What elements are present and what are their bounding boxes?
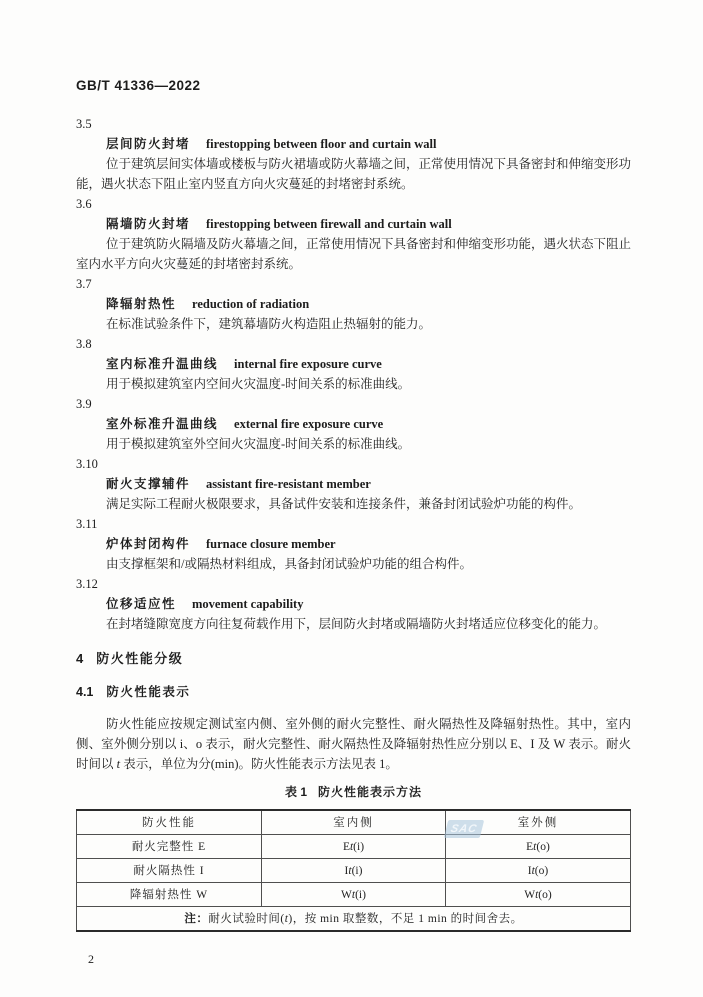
- standard-code-header: GB/T 41336—2022: [76, 78, 201, 93]
- section-4-heading: [76, 649, 631, 669]
- term-section-3-7: [76, 274, 631, 334]
- clause-number: 3.6: [76, 197, 92, 211]
- fire-performance-table: [76, 809, 631, 932]
- term-heading: [76, 594, 631, 614]
- row-label-insulation: 耐火隔热性 I: [77, 859, 262, 883]
- term-definition: 在封堵缝隙宽度方向往复荷载作用下，层间防火封堵或隔墙防火封堵适应位移变化的能力。: [106, 617, 607, 631]
- term-chinese: 层间防火封堵: [106, 137, 191, 151]
- side-suffix: (o): [538, 888, 552, 901]
- col-header-outdoor: 室外侧: [445, 810, 630, 835]
- clause-number: 3.11: [76, 517, 98, 531]
- term-section-3-12: [76, 574, 631, 634]
- section-title: 防火性能分级: [96, 651, 184, 666]
- time-symbol: t: [349, 840, 354, 853]
- time-symbol: t: [351, 888, 356, 901]
- symbol: W: [524, 888, 536, 901]
- time-symbol: t: [348, 864, 352, 877]
- symbol: W: [341, 888, 352, 901]
- symbol: I: [527, 864, 532, 877]
- term-heading: [76, 534, 631, 554]
- term-definition: 由支撑框架和/或隔热材料组成，具备封闭试验炉功能的组合构件。: [106, 557, 472, 571]
- term-definition: 满足实际工程耐火极限要求，具备试件安装和连接条件，兼备封闭试验炉功能的构件。: [106, 497, 582, 511]
- clause-number: 3.8: [76, 337, 92, 351]
- table-row: [77, 835, 631, 859]
- cell-insulation-indoor: [262, 859, 446, 883]
- cell-radiation-outdoor: [445, 883, 630, 907]
- clause-number: 3.12: [76, 577, 98, 591]
- symbol: E: [526, 840, 534, 853]
- term-definition: 位于建筑层间实体墙或楼板与防火裙墙或防火幕墙之间，正常使用情况下具备密封和伸缩变形功能，遇火状态下阻止室内竖直方向火灾蔓延的封堵密封系统。: [76, 157, 632, 191]
- term-english: movement capability: [192, 597, 304, 611]
- table-note-row: [77, 907, 631, 932]
- table-header-row: [77, 810, 631, 835]
- table-row: [77, 883, 631, 907]
- performance-representation-paragraph: [76, 714, 631, 774]
- symbol: E: [342, 840, 350, 853]
- section-4-1-heading: [76, 682, 631, 702]
- term-chinese: 位移适应性: [106, 597, 177, 611]
- section-title: 防火性能表示: [106, 685, 191, 699]
- time-symbol: t: [531, 864, 535, 877]
- table-note: [77, 907, 631, 932]
- term-heading: [76, 354, 631, 374]
- section-number: 4: [76, 651, 84, 666]
- term-section-3-11: [76, 514, 631, 574]
- term-english: furnace closure member: [206, 537, 336, 551]
- side-suffix: (i): [353, 840, 365, 853]
- term-chinese: 耐火支撑辅件: [106, 477, 191, 491]
- term-heading: [76, 214, 631, 234]
- clause-number: 3.5: [76, 117, 92, 131]
- term-heading: [76, 474, 631, 494]
- side-suffix: (i): [351, 864, 363, 877]
- clause-number: 3.9: [76, 397, 92, 411]
- term-section-3-6: [76, 194, 631, 274]
- term-chinese: 室外标准升温曲线: [106, 417, 219, 431]
- table-title: 防火性能表示方法: [318, 785, 423, 799]
- row-label-radiation: 降辐射热性 W: [77, 883, 262, 907]
- col-header-indoor: 室内侧: [262, 810, 446, 835]
- note-text: 耐火试验时间(: [208, 912, 285, 925]
- term-definition: 位于建筑防火隔墙及防火幕墙之间，正常使用情况下具备密封和伸缩变形功能，遇火状态下阻止室内水平方向火灾蔓延的封堵密封系统。: [76, 237, 632, 271]
- note-text: )，按 min 取整数，不足 1 min 的时间舍去。: [288, 912, 523, 925]
- time-symbol: t: [284, 912, 289, 925]
- term-chinese: 室内标准升温曲线: [106, 357, 219, 371]
- sac-watermark: SAC: [444, 820, 484, 838]
- cell-radiation-indoor: [262, 883, 446, 907]
- symbol: I: [344, 864, 349, 877]
- row-label-integrity: 耐火完整性 E: [77, 835, 262, 859]
- term-heading: [76, 134, 631, 154]
- col-header-performance: 防火性能: [77, 810, 262, 835]
- table-label: 表 1: [284, 785, 307, 799]
- term-chinese: 降辐射热性: [106, 297, 177, 311]
- term-english: reduction of radiation: [192, 297, 310, 311]
- term-heading: [76, 414, 631, 434]
- term-section-3-9: [76, 394, 631, 454]
- side-suffix: (o): [536, 840, 550, 853]
- term-english: internal fire exposure curve: [234, 357, 382, 371]
- note-label: 注：: [184, 912, 209, 925]
- term-section-3-10: [76, 454, 631, 514]
- term-heading: [76, 294, 631, 314]
- section-number: 4.1: [76, 685, 94, 699]
- side-suffix: (i): [355, 888, 366, 901]
- term-definition: 在标准试验条件下，建筑幕墙防火构造阻止热辐射的能力。: [106, 317, 432, 331]
- term-chinese: 隔墙防火封堵: [106, 217, 191, 231]
- table-row: [77, 859, 631, 883]
- term-section-3-8: [76, 334, 631, 394]
- clause-number: 3.7: [76, 277, 92, 291]
- page-number: 2: [88, 952, 94, 966]
- term-chinese: 炉体封闭构件: [106, 537, 191, 551]
- time-symbol: t: [116, 757, 121, 771]
- term-definition: 用于模拟建筑室外空间火灾温度-时间关系的标准曲线。: [106, 437, 411, 451]
- term-english: external fire exposure curve: [234, 417, 384, 431]
- term-definition: 用于模拟建筑室内空间火灾温度-时间关系的标准曲线。: [106, 377, 411, 391]
- time-symbol: t: [535, 888, 539, 901]
- cell-integrity-indoor: [262, 835, 446, 859]
- term-english: firestopping between floor and curtain wall: [206, 137, 437, 151]
- paragraph-text: 防火性能应按规定测试室内侧、室外侧的耐火完整性、耐火隔热性及降辐射热性。其中，室内侧、室外侧分别以 i、o 表示，耐火完整性、耐火隔热性及降辐射热性应分别以 E、I 及 W 表示。耐火时间以: [76, 717, 631, 771]
- time-symbol: t: [533, 840, 537, 853]
- term-english: firestopping between firewall and curtain wall: [206, 217, 452, 231]
- cell-insulation-outdoor: [445, 859, 630, 883]
- table-1-caption: [76, 782, 631, 802]
- paragraph-text: 表示，单位为分(min)。防火性能表示方法见表 1。: [120, 757, 398, 771]
- side-suffix: (o): [534, 864, 549, 877]
- term-english: assistant fire-resistant member: [206, 477, 371, 491]
- term-section-3-5: [76, 114, 631, 194]
- clause-number: 3.10: [76, 457, 98, 471]
